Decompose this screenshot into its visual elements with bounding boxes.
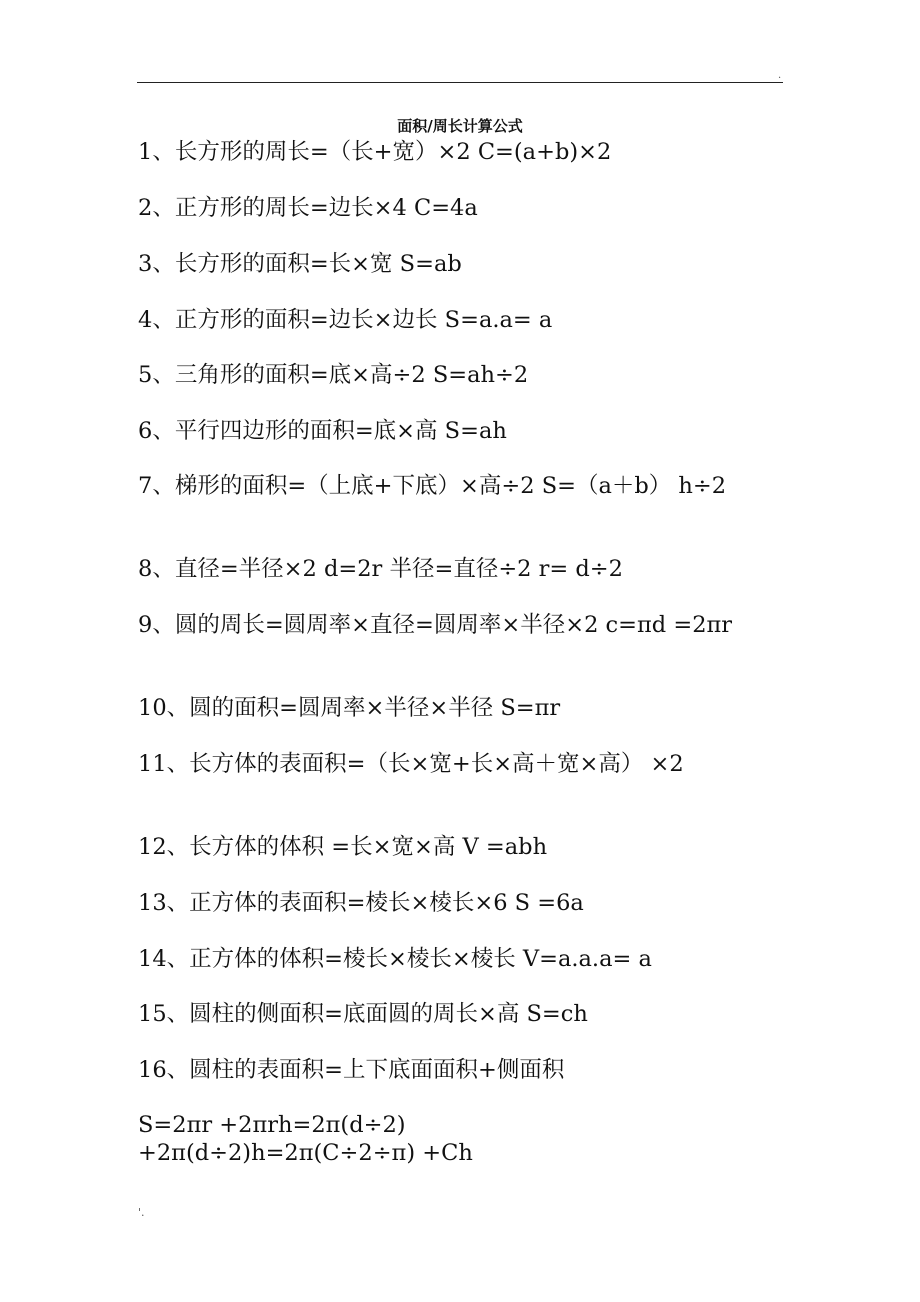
formula-item: 15、圆柱的侧面积=底面圆的周长×高 S=ch — [138, 1001, 588, 1027]
header-rule — [137, 82, 783, 83]
formula-item: 14、正方体的体积=棱长×棱长×棱长 V=a.a.a= a — [138, 946, 652, 972]
formula-item: 3、长方形的面积=长×宽 S=ab — [138, 251, 462, 277]
page-title: 面积/周长计算公式 — [397, 117, 523, 135]
formula-item: 16、圆柱的表面积=上下底面面积+侧面积 — [138, 1057, 565, 1083]
formula-item: 2、正方形的周长=边长×4 C=4a — [138, 195, 478, 221]
formula-item: 1、长方形的周长=（长+宽）×2 C=(a+b)×2 — [138, 139, 612, 165]
formula-item: 9、圆的周长=圆周率×直径=圆周率×半径×2 c=πd =2πr — [138, 612, 733, 638]
formula-item: 11、长方体的表面积=（长×宽+长×高＋宽×高） ×2 — [138, 751, 684, 777]
formula-item: 13、正方体的表面积=棱长×棱长×6 S =6a — [138, 890, 584, 916]
corner-mark-bottom: '. — [138, 1206, 145, 1219]
formula-16-line-1: S=2πr +2πrh=2π(d÷2) — [138, 1112, 406, 1138]
formula-item: 5、三角形的面积=底×高÷2 S=ah÷2 — [138, 362, 529, 388]
formula-item: 12、长方体的体积 =长×宽×高 V =abh — [138, 834, 548, 860]
formula-item: 6、平行四边形的面积=底×高 S=ah — [138, 418, 507, 444]
formula-item: 8、直径=半径×2 d=2r 半径=直径÷2 r= d÷2 — [138, 556, 623, 582]
corner-mark-top: . — [778, 70, 782, 81]
formula-16-line-2: +2π(d÷2)h=2π(C÷2÷π) +Ch — [138, 1140, 473, 1166]
formula-item: 4、正方形的面积=边长×边长 S=a.a= a — [138, 307, 553, 333]
formula-item: 7、梯形的面积=（上底+下底）×高÷2 S=（a＋b） h÷2 — [138, 473, 727, 499]
formula-item: 10、圆的面积=圆周率×半径×半径 S=πr — [138, 695, 561, 721]
